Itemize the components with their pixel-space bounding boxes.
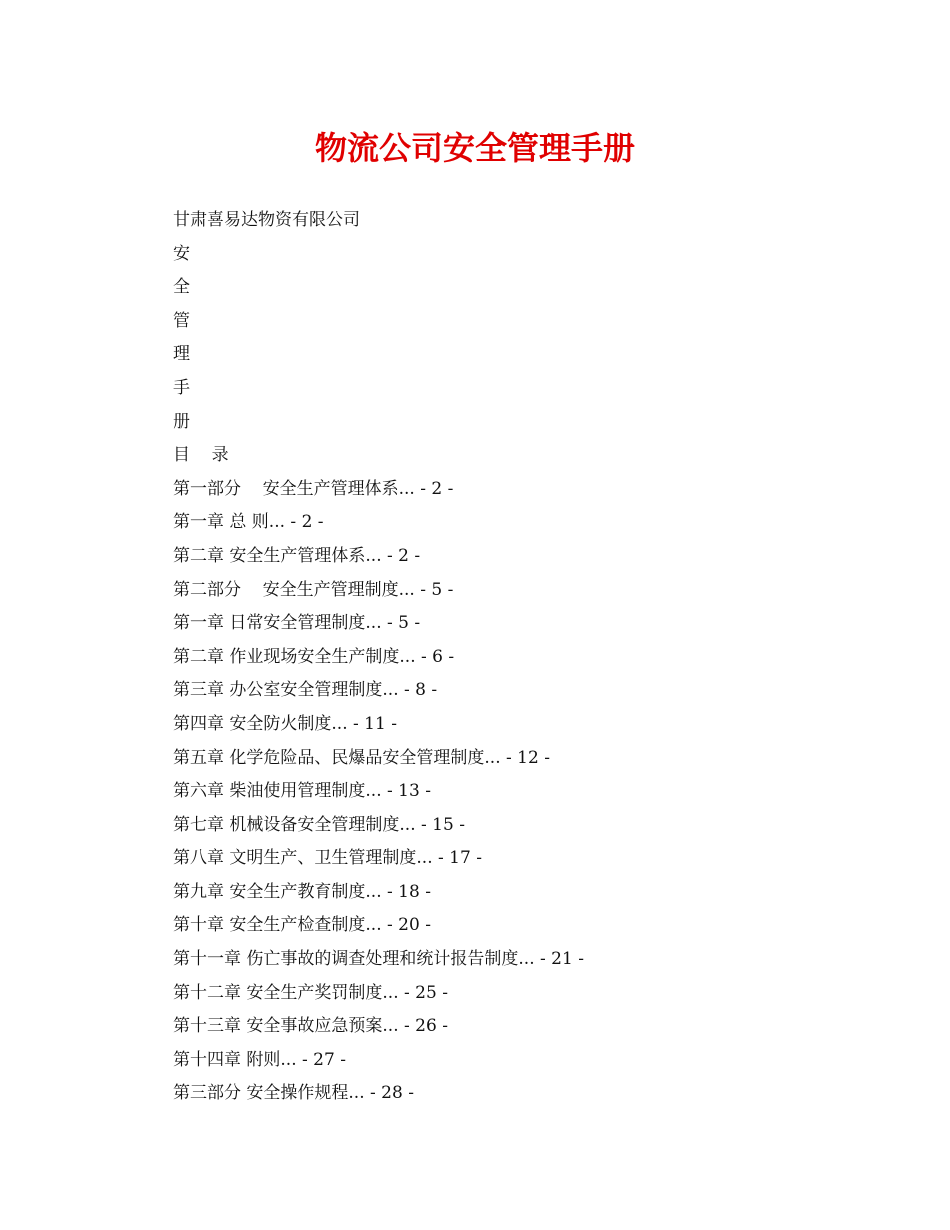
toc-entry: 第二部分 安全生产管理制度... - 5 - <box>173 579 454 600</box>
vertical-title-char: 理 <box>173 344 190 365</box>
toc-entry: 第三章 办公室安全管理制度... - 8 - <box>173 680 438 701</box>
vertical-title-char: 全 <box>173 277 190 298</box>
toc-entry: 第十三章 安全事故应急预案... - 26 - <box>173 1016 448 1037</box>
toc-entry: 第三部分 安全操作规程... - 28 - <box>173 1083 414 1104</box>
vertical-title-char: 管 <box>173 310 190 331</box>
toc-entry: 第七章 机械设备安全管理制度... - 15 - <box>173 814 465 835</box>
toc-entry: 第五章 化学危险品、民爆品安全管理制度... - 12 - <box>173 747 550 768</box>
toc-entry: 第八章 文明生产、卫生管理制度... - 17 - <box>173 848 482 869</box>
company-name: 甘肃喜易达物资有限公司 <box>173 210 360 230</box>
content-lines <box>173 204 893 1111</box>
document-title: 物流公司安全管理手册 <box>314 129 635 167</box>
toc-entry: 第一章 总 则... - 2 - <box>173 512 324 533</box>
toc-entry: 第四章 安全防火制度... - 11 - <box>173 713 397 734</box>
toc-entry: 第十一章 伤亡事故的调查处理和统计报告制度... - 21 - <box>173 949 584 970</box>
vertical-title-char: 手 <box>173 377 190 398</box>
toc-entry: 第一部分 安全生产管理体系... - 2 - <box>173 478 454 499</box>
vertical-title-char: 安 <box>173 243 190 264</box>
toc-entry: 第六章 柴油使用管理制度... - 13 - <box>173 781 431 802</box>
toc-entry: 第十章 安全生产检查制度... - 20 - <box>173 915 431 936</box>
toc-entry: 第十二章 安全生产奖罚制度... - 25 - <box>173 982 448 1003</box>
vertical-title-char: 册 <box>173 411 190 432</box>
toc-entry: 第二章 作业现场安全生产制度... - 6 - <box>173 646 455 667</box>
toc-entry: 第九章 安全生产教育制度... - 18 - <box>173 881 431 902</box>
toc-entry: 第十四章 附则... - 27 - <box>173 1049 346 1070</box>
toc-entry: 第二章 安全生产管理体系... - 2 - <box>173 545 421 566</box>
toc-heading: 目 录 <box>173 445 229 466</box>
toc-entry: 第一章 日常安全管理制度... - 5 - <box>173 613 421 634</box>
